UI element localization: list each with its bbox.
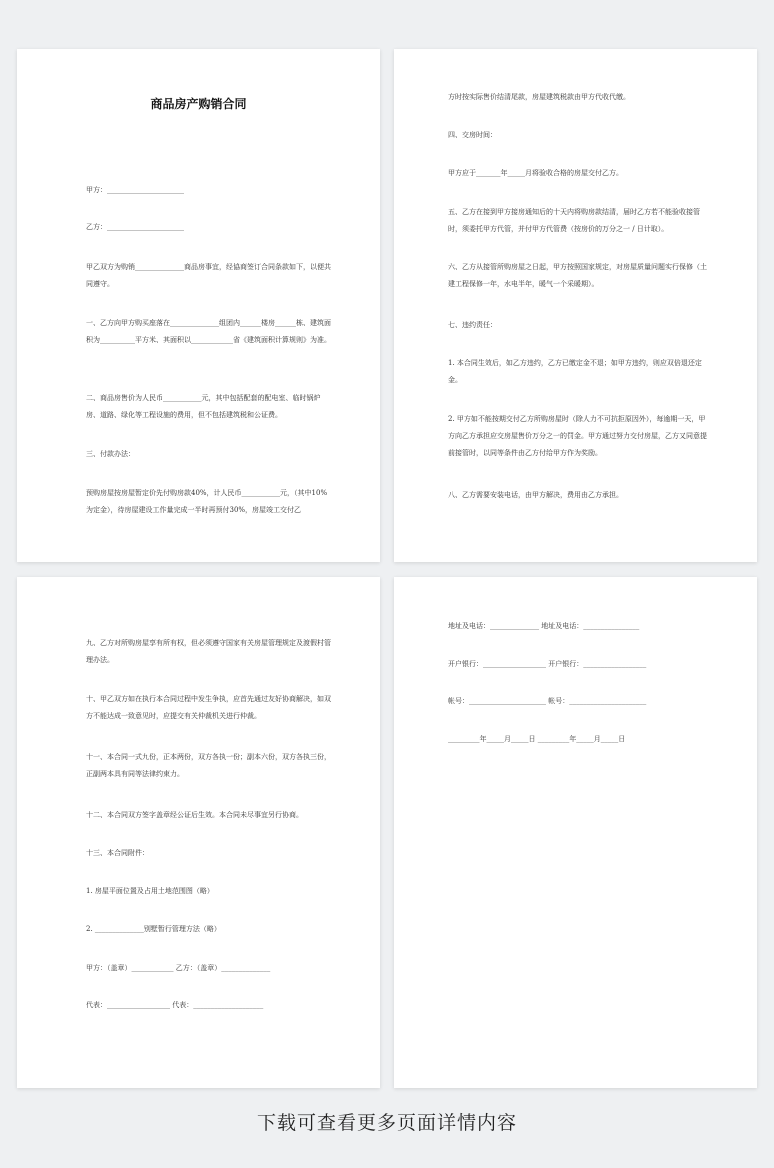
clause-6: 六、乙方从接管所购房屋之日起，甲方按照国家规定，对房屋质量问题实行保修（土建工程保修一年，水电半年，暖气一个采暖期）。 [448, 263, 707, 288]
party-a-line: 甲方：______________________ [86, 186, 184, 194]
signature-line: 甲方：（盖章）____________ 乙方：（盖章）______________ [86, 964, 271, 972]
clause-3-heading: 三、付款办法： [86, 450, 135, 458]
clause-11: 十一、本合同一式九份，正本两份，双方各执一份；副本六份，双方各执三份，正副两本具有同等法律约束力。 [86, 753, 331, 778]
document-page-2 [394, 49, 757, 562]
clause-10: 十、甲乙双方如在执行本合同过程中发生争执，应首先通过友好协商解决，如双方不能达成一致意见时，应提交有关仲裁机关进行仲裁。 [86, 695, 331, 720]
clause-8: 八、乙方需要安装电话，由甲方解决，费用由乙方承担。 [448, 491, 623, 499]
clause-2: 二、商品房售价为人民币___________元，其中包括配套的配电室、临时锅炉房、道路、绿化等工程设施的费用，但不包括建筑税和公证费。 [86, 394, 321, 419]
clause-1: 一、乙方向甲方购买座落在______________组团内______楼房______栋、建筑面积为__________平方米、其面积以____________省《建筑面积计算规则》为准。 [86, 319, 331, 344]
bank-line: 开户银行：__________________ 开户银行：__________________ [448, 660, 647, 668]
clause-4-text: 甲方应于_______年_____月将验收合格的房屋交付乙方。 [448, 169, 623, 177]
clause-7-heading: 七、违约责任： [448, 321, 497, 329]
clause-5: 五、乙方在接到甲方接房通知后的十天内将购房款结清，届时乙方若不能验收接管时，须委托甲方代管，并付甲方代管费（按房价的万分之一 / 日计取）。 [448, 208, 700, 233]
party-b-line: 乙方：______________________ [86, 223, 184, 231]
clause-9: 九、乙方对所购房屋享有所有权，但必须遵守国家有关房屋管理规定及渡假村管理办法。 [86, 639, 331, 664]
address-phone-line: 地址及电话：______________ 地址及电话：________________ [448, 622, 640, 630]
intro-paragraph: 甲乙双方为购销______________商品房事宜，经協商签订合同条款如下，以便共同遵守。 [86, 263, 331, 288]
attachment-2: 2. ______________别墅暂行管理方法（略） [86, 925, 221, 933]
representative-line: 代表：__________________ 代表：____________________ [86, 1001, 264, 1009]
clause-3-continued: 方时按实际售价结清尾款，房屋建筑税款由甲方代收代缴。 [448, 93, 630, 101]
date-line: _________年_____月_____日 _________年_____月_____日 [448, 735, 626, 743]
attachment-1: 1. 房屋平面位置及占用土地范围图（略） [86, 887, 214, 895]
clause-4-heading: 四、交房时间： [448, 131, 497, 139]
clause-7-item-1: 1. 本合同生效后，如乙方违约，乙方已缴定金不退；如甲方违约，则应双倍退还定金。 [448, 359, 702, 384]
account-line: 帐号：______________________ 帐号：______________________ [448, 697, 647, 705]
clause-12: 十二、本合同双方签字盖章经公证后生效。本合同未尽事宜另行协商。 [86, 811, 303, 819]
document-page-3 [17, 577, 380, 1088]
document-title: 商品房产购销合同 [150, 97, 247, 111]
clause-3-text: 预购房屋按房屋暂定价先付购房款40%，计人民币___________元，（其中10%为定金），待房屋建设工作量完成一半时再预付30%，房屋竣工交付乙 [86, 489, 328, 514]
clause-7-item-2: 2. 甲方如不能按期交付乙方所购房屋时（除人力不可抗拒原因外），每逾期一天，甲方向乙方承担应交房屋售价万分之一的罚金。甲方通过努力交付房屋，乙方又同意提前接管时，以同等条件由乙方付给甲方作为奖励。 [448, 415, 707, 457]
document-page-1 [17, 49, 380, 562]
document-page-4 [394, 577, 757, 1088]
clause-13-heading: 十三、本合同附件： [86, 849, 149, 857]
download-more-caption: 下载可查看更多页面详情内容 [256, 1112, 517, 1134]
